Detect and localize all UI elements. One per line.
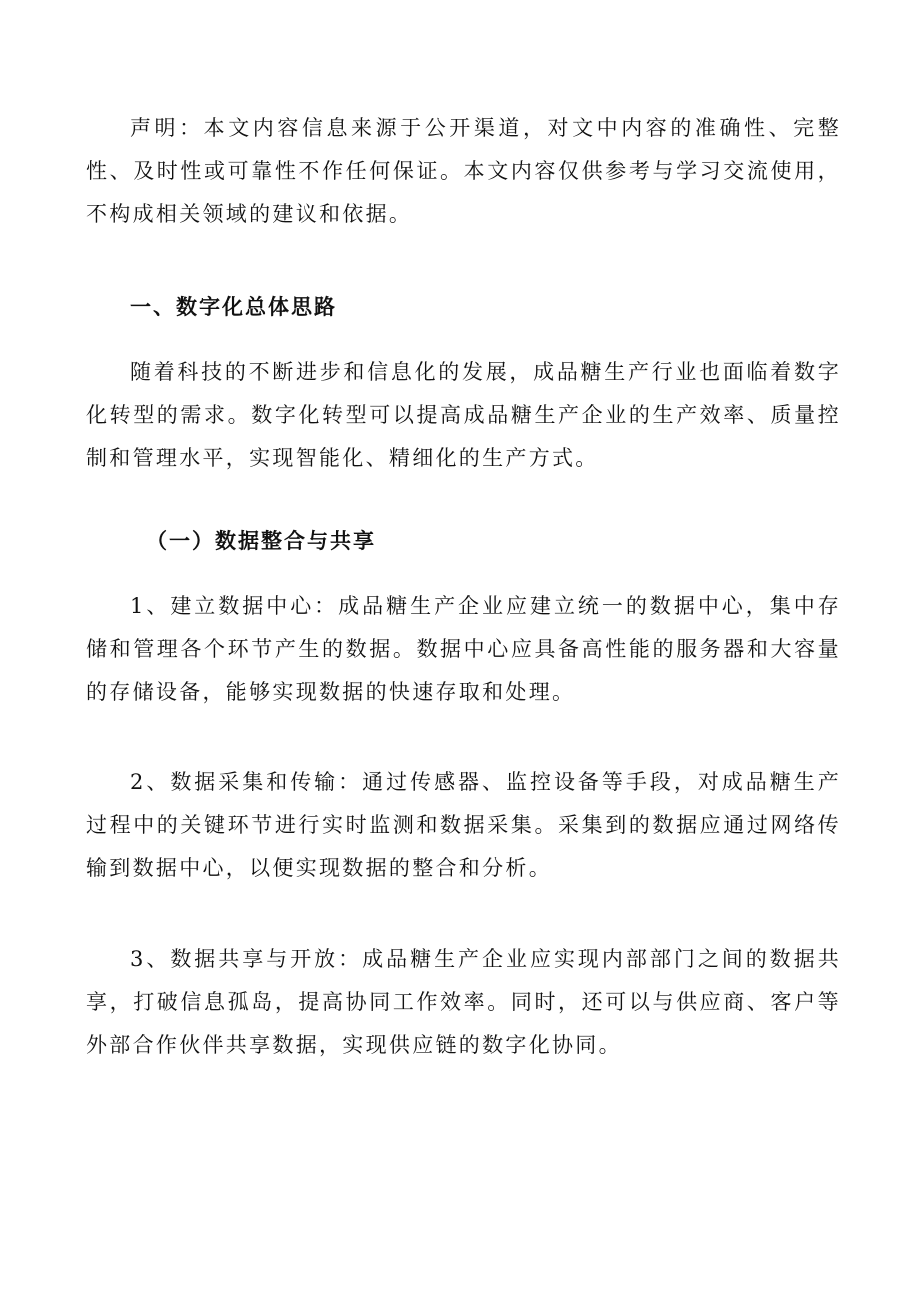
disclaimer-paragraph: 声明：本文内容信息来源于公开渠道，对文中内容的准确性、完整性、及时性或可靠性不作任何保证。本文内容仅供参考与学习交流使用，不构成相关领域的建议和依据。 xyxy=(86,116,841,226)
list-item-data-center: 1、建立数据中心：成品糖生产企业应建立统一的数据中心，集中存储和管理各个环节产生的数据。数据中心应具备高性能的服务器和大容量的存储设备，能够实现数据的快速存取和处理。 xyxy=(86,594,841,704)
intro-paragraph: 随着科技的不断进步和信息化的发展，成品糖生产行业也面临着数字化转型的需求。数字化转型可以提高成品糖生产企业的生产效率、质量控制和管理水平，实现智能化、精细化的生产方式。 xyxy=(86,360,841,470)
list-item-data-sharing: 3、数据共享与开放：成品糖生产企业应实现内部部门之间的数据共享，打破信息孤岛，提高协同工作效率。同时，还可以与供应商、客户等外部合作伙伴共享数据，实现供应链的数字化协同。 xyxy=(86,947,841,1057)
section-heading: 一、数字化总体思路 xyxy=(130,295,337,319)
subsection-heading: （一）数据整合与共享 xyxy=(146,528,376,553)
list-item-data-collection: 2、数据采集和传输：通过传感器、监控设备等手段，对成品糖生产过程中的关键环节进行实时监测和数据采集。采集到的数据应通过网络传输到数据中心，以便实现数据的整合和分析。 xyxy=(86,770,841,880)
